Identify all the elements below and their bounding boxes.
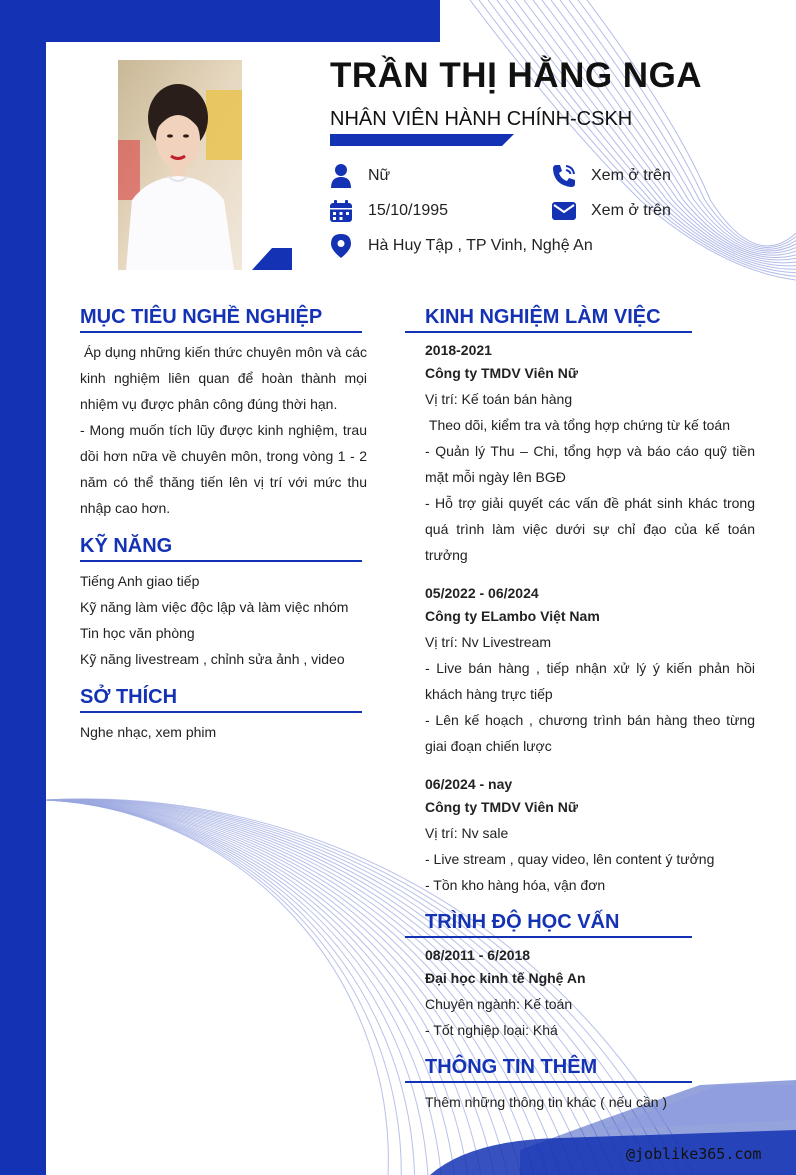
education-period: 08/2011 - 6/2018: [425, 947, 531, 963]
job-detail: - Tồn kho hàng hóa, vận đơn: [425, 877, 606, 893]
job-detail: - Quản lý Thu – Chi, tổng hợp và báo cáo quỹ tiền mặt mỗi ngày lên BGĐ: [425, 443, 755, 485]
gender-row: [328, 163, 390, 189]
email-value[interactable]: Xem ở trên: [591, 202, 671, 219]
skills-heading: KỸ NĂNG: [80, 535, 173, 557]
job-company: Công ty TMDV Viên Nữ: [425, 799, 578, 815]
job-detail: - Live stream , quay video, lên content ý tưởng: [425, 851, 715, 867]
job-detail: Theo dõi, kiểm tra và tổng hợp chứng từ kế toán: [425, 417, 730, 433]
job-company: Công ty ELambo Việt Nam: [425, 608, 600, 624]
job-entry: [425, 337, 755, 568]
skills-underline: [80, 560, 362, 562]
hobbies-text: Nghe nhạc, xem phim: [80, 724, 217, 740]
calendar-icon: [328, 198, 354, 224]
objective-heading: MỤC TIÊU NGHỀ NGHIỆP: [80, 306, 323, 328]
location-icon: [328, 233, 354, 259]
education-school: Đại học kinh tế Nghệ An: [425, 970, 586, 986]
photo-corner-accent: [252, 248, 292, 270]
skill-item: Tin học văn phòng: [80, 625, 195, 641]
skill-item: Kỹ năng livestream , chỉnh sửa ảnh , video: [80, 651, 345, 667]
phone-icon: [551, 163, 577, 189]
gender-value: Nữ: [368, 167, 391, 184]
job-position: Vị trí: Nv Livestream: [425, 634, 552, 650]
candidate-name: TRẦN THỊ HẰNG NGA: [330, 56, 703, 95]
profile-photo: [118, 60, 242, 270]
job-entry: [425, 771, 755, 898]
job-detail: - Lên kế hoạch , chương trình bán hàng theo từng giai đoạn chiến lược: [425, 712, 755, 754]
job-period: 06/2024 - nay: [425, 776, 513, 792]
objective-underline: [80, 331, 362, 333]
job-position: Vị trí: Kế toán bán hàng: [425, 391, 573, 407]
job-title: NHÂN VIÊN HÀNH CHÍNH-CSKH: [330, 108, 633, 130]
skill-item: Kỹ năng làm việc độc lập và làm việc nhóm: [80, 599, 349, 615]
hobbies-underline: [80, 711, 362, 713]
person-icon: [328, 163, 354, 189]
address-row: [328, 233, 593, 259]
phone-value[interactable]: Xem ở trên: [591, 167, 671, 184]
skill-item: Tiếng Anh giao tiếp: [80, 573, 200, 589]
extra-text: Thêm những thông tin khác ( nếu cần ): [425, 1094, 668, 1110]
phone-row: [551, 163, 671, 189]
education-underline: [405, 936, 692, 938]
title-underline-bar: [330, 134, 514, 146]
education-entry: [425, 942, 755, 1043]
email-icon: [551, 198, 577, 224]
address-value: Hà Huy Tập , TP Vinh, Nghệ An: [368, 237, 593, 254]
education-major: Chuyên ngành: Kế toán: [425, 996, 573, 1012]
job-detail: - Hỗ trợ giải quyết các vấn đề phát sinh khác trong quá trình làm việc dưới sự chỉ đạo của kế toán trưởng: [425, 495, 755, 563]
dob-value: 15/10/1995: [368, 202, 449, 219]
job-company: Công ty TMDV Viên Nữ: [425, 365, 578, 381]
education-heading: TRÌNH ĐỘ HỌC VẤN: [425, 911, 620, 933]
extra-heading: THÔNG TIN THÊM: [425, 1056, 598, 1078]
email-row: [551, 198, 671, 224]
hobbies-heading: SỞ THÍCH: [80, 686, 178, 708]
left-accent-bar: [0, 0, 46, 1175]
job-entry: [425, 580, 755, 759]
objective-line: - Mong muốn tích lũy được kinh nghiệm, trau dồi hơn nữa về chuyên môn, trong vòng 1 - 2 năm có thể thăng tiến lên vị trí với mức thu nhập cao hơn.: [80, 422, 367, 516]
job-detail: - Live bán hàng , tiếp nhận xử lý ý kiến phản hồi khách hàng trực tiếp: [425, 660, 755, 702]
job-period: 2018-2021: [425, 342, 492, 358]
dob-row: [328, 198, 448, 224]
experience-heading: KINH NGHIỆM LÀM VIỆC: [425, 306, 661, 328]
top-accent-band: [0, 0, 440, 42]
experience-underline: [405, 331, 692, 333]
objective-body: [80, 339, 371, 521]
education-grade: - Tốt nghiệp loại: Khá: [425, 1022, 558, 1038]
job-period: 05/2022 - 06/2024: [425, 585, 539, 601]
watermark: @joblike365.com: [626, 1145, 762, 1163]
job-position: Vị trí: Nv sale: [425, 825, 509, 841]
skills-list: [80, 568, 370, 672]
objective-line: Áp dụng những kiến thức chuyên môn và các kinh nghiệm liên quan để hoàn thành mọi nhiệm vụ được phân công đúng thời hạn.: [80, 344, 371, 412]
extra-underline: [405, 1081, 692, 1083]
